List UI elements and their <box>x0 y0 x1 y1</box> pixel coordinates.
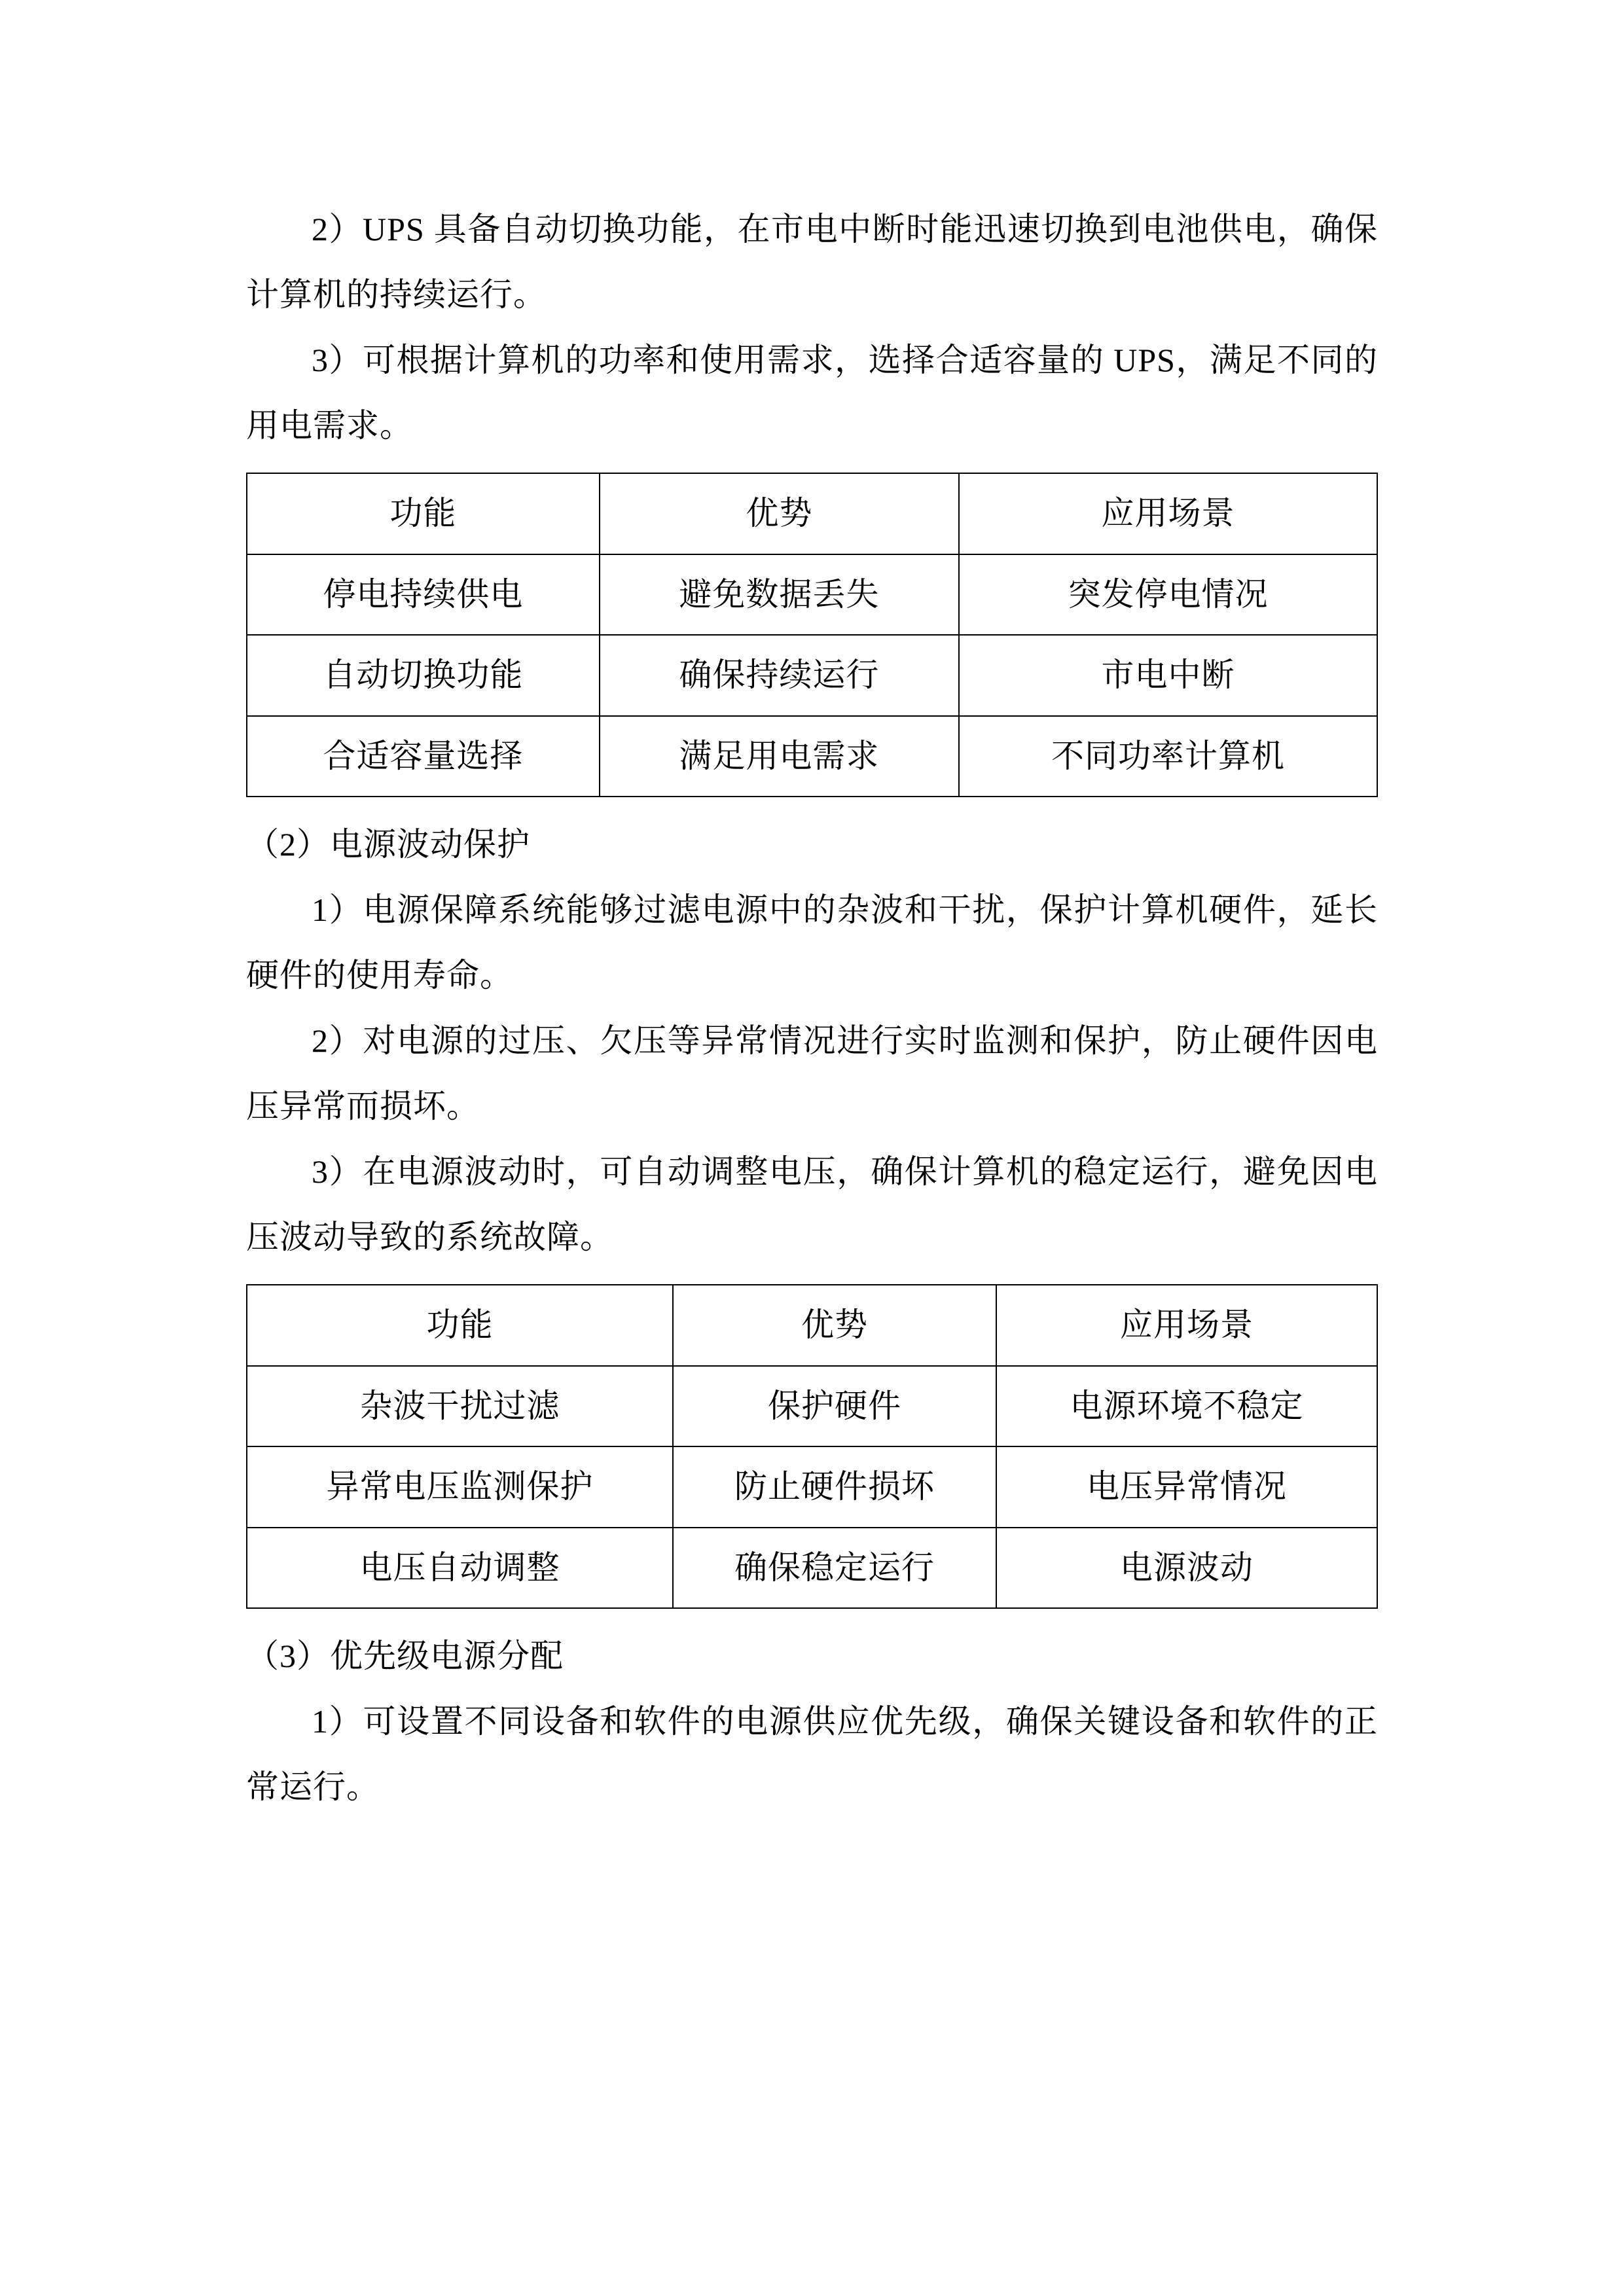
section-heading-power-fluctuation: （2）电源波动保护 <box>246 826 530 863</box>
table-header-cell: 功能 <box>247 1285 673 1366</box>
table-row <box>247 1366 1377 1447</box>
paragraph-ups-item3: 3）可根据计算机的功率和使用需求，选择合适容量的 UPS，满足不同的用电需求。 <box>246 342 1378 444</box>
table-cell: 电压异常情况 <box>996 1446 1377 1528</box>
section-heading-priority-power: （3）优先级电源分配 <box>246 1638 564 1674</box>
table-cell: 防止硬件损坏 <box>673 1446 996 1528</box>
table-cell: 杂波干扰过滤 <box>247 1366 673 1447</box>
table-cell: 保护硬件 <box>673 1366 996 1447</box>
table-cell: 电源环境不稳定 <box>996 1366 1377 1447</box>
table-header-cell: 优势 <box>600 473 959 554</box>
fluctuation-feature-table <box>246 1284 1378 1609</box>
table-cell: 自动切换功能 <box>247 635 600 716</box>
table-cell: 避免数据丢失 <box>600 554 959 636</box>
table-header-cell: 功能 <box>247 473 600 554</box>
table-row <box>247 1528 1377 1609</box>
table-cell: 满足用电需求 <box>600 716 959 797</box>
table-cell: 停电持续供电 <box>247 554 600 636</box>
table-header-row <box>247 473 1377 554</box>
table-cell: 异常电压监测保护 <box>247 1446 673 1528</box>
paragraph-ups-item2: 2）UPS 具备自动切换功能，在市电中断时能迅速切换到电池供电，确保计算机的持续运行。 <box>246 211 1378 313</box>
ups-feature-table <box>246 473 1378 797</box>
table-cell: 确保稳定运行 <box>673 1528 996 1609</box>
table-cell: 合适容量选择 <box>247 716 600 797</box>
table-cell: 确保持续运行 <box>600 635 959 716</box>
table-row <box>247 635 1377 716</box>
table-header-cell: 应用场景 <box>959 473 1377 554</box>
table-header-row <box>247 1285 1377 1366</box>
table-cell: 市电中断 <box>959 635 1377 716</box>
table-header-cell: 优势 <box>673 1285 996 1366</box>
paragraph-wave-item1: 1）电源保障系统能够过滤电源中的杂波和干扰，保护计算机硬件，延长硬件的使用寿命。 <box>246 891 1378 994</box>
table-cell: 电压自动调整 <box>247 1528 673 1609</box>
table-row <box>247 716 1377 797</box>
table-cell: 电源波动 <box>996 1528 1377 1609</box>
table-cell: 不同功率计算机 <box>959 716 1377 797</box>
table-row <box>247 554 1377 636</box>
table-row <box>247 1446 1377 1528</box>
paragraph-wave-item3: 3）在电源波动时，可自动调整电压，确保计算机的稳定运行，避免因电压波动导致的系统故障。 <box>246 1153 1378 1255</box>
table-header-cell: 应用场景 <box>996 1285 1377 1366</box>
paragraph-priority-item1: 1）可设置不同设备和软件的电源供应优先级，确保关键设备和软件的正常运行。 <box>246 1703 1378 1805</box>
paragraph-wave-item2: 2）对电源的过压、欠压等异常情况进行实时监测和保护，防止硬件因电压异常而损坏。 <box>246 1022 1378 1124</box>
table-cell: 突发停电情况 <box>959 554 1377 636</box>
